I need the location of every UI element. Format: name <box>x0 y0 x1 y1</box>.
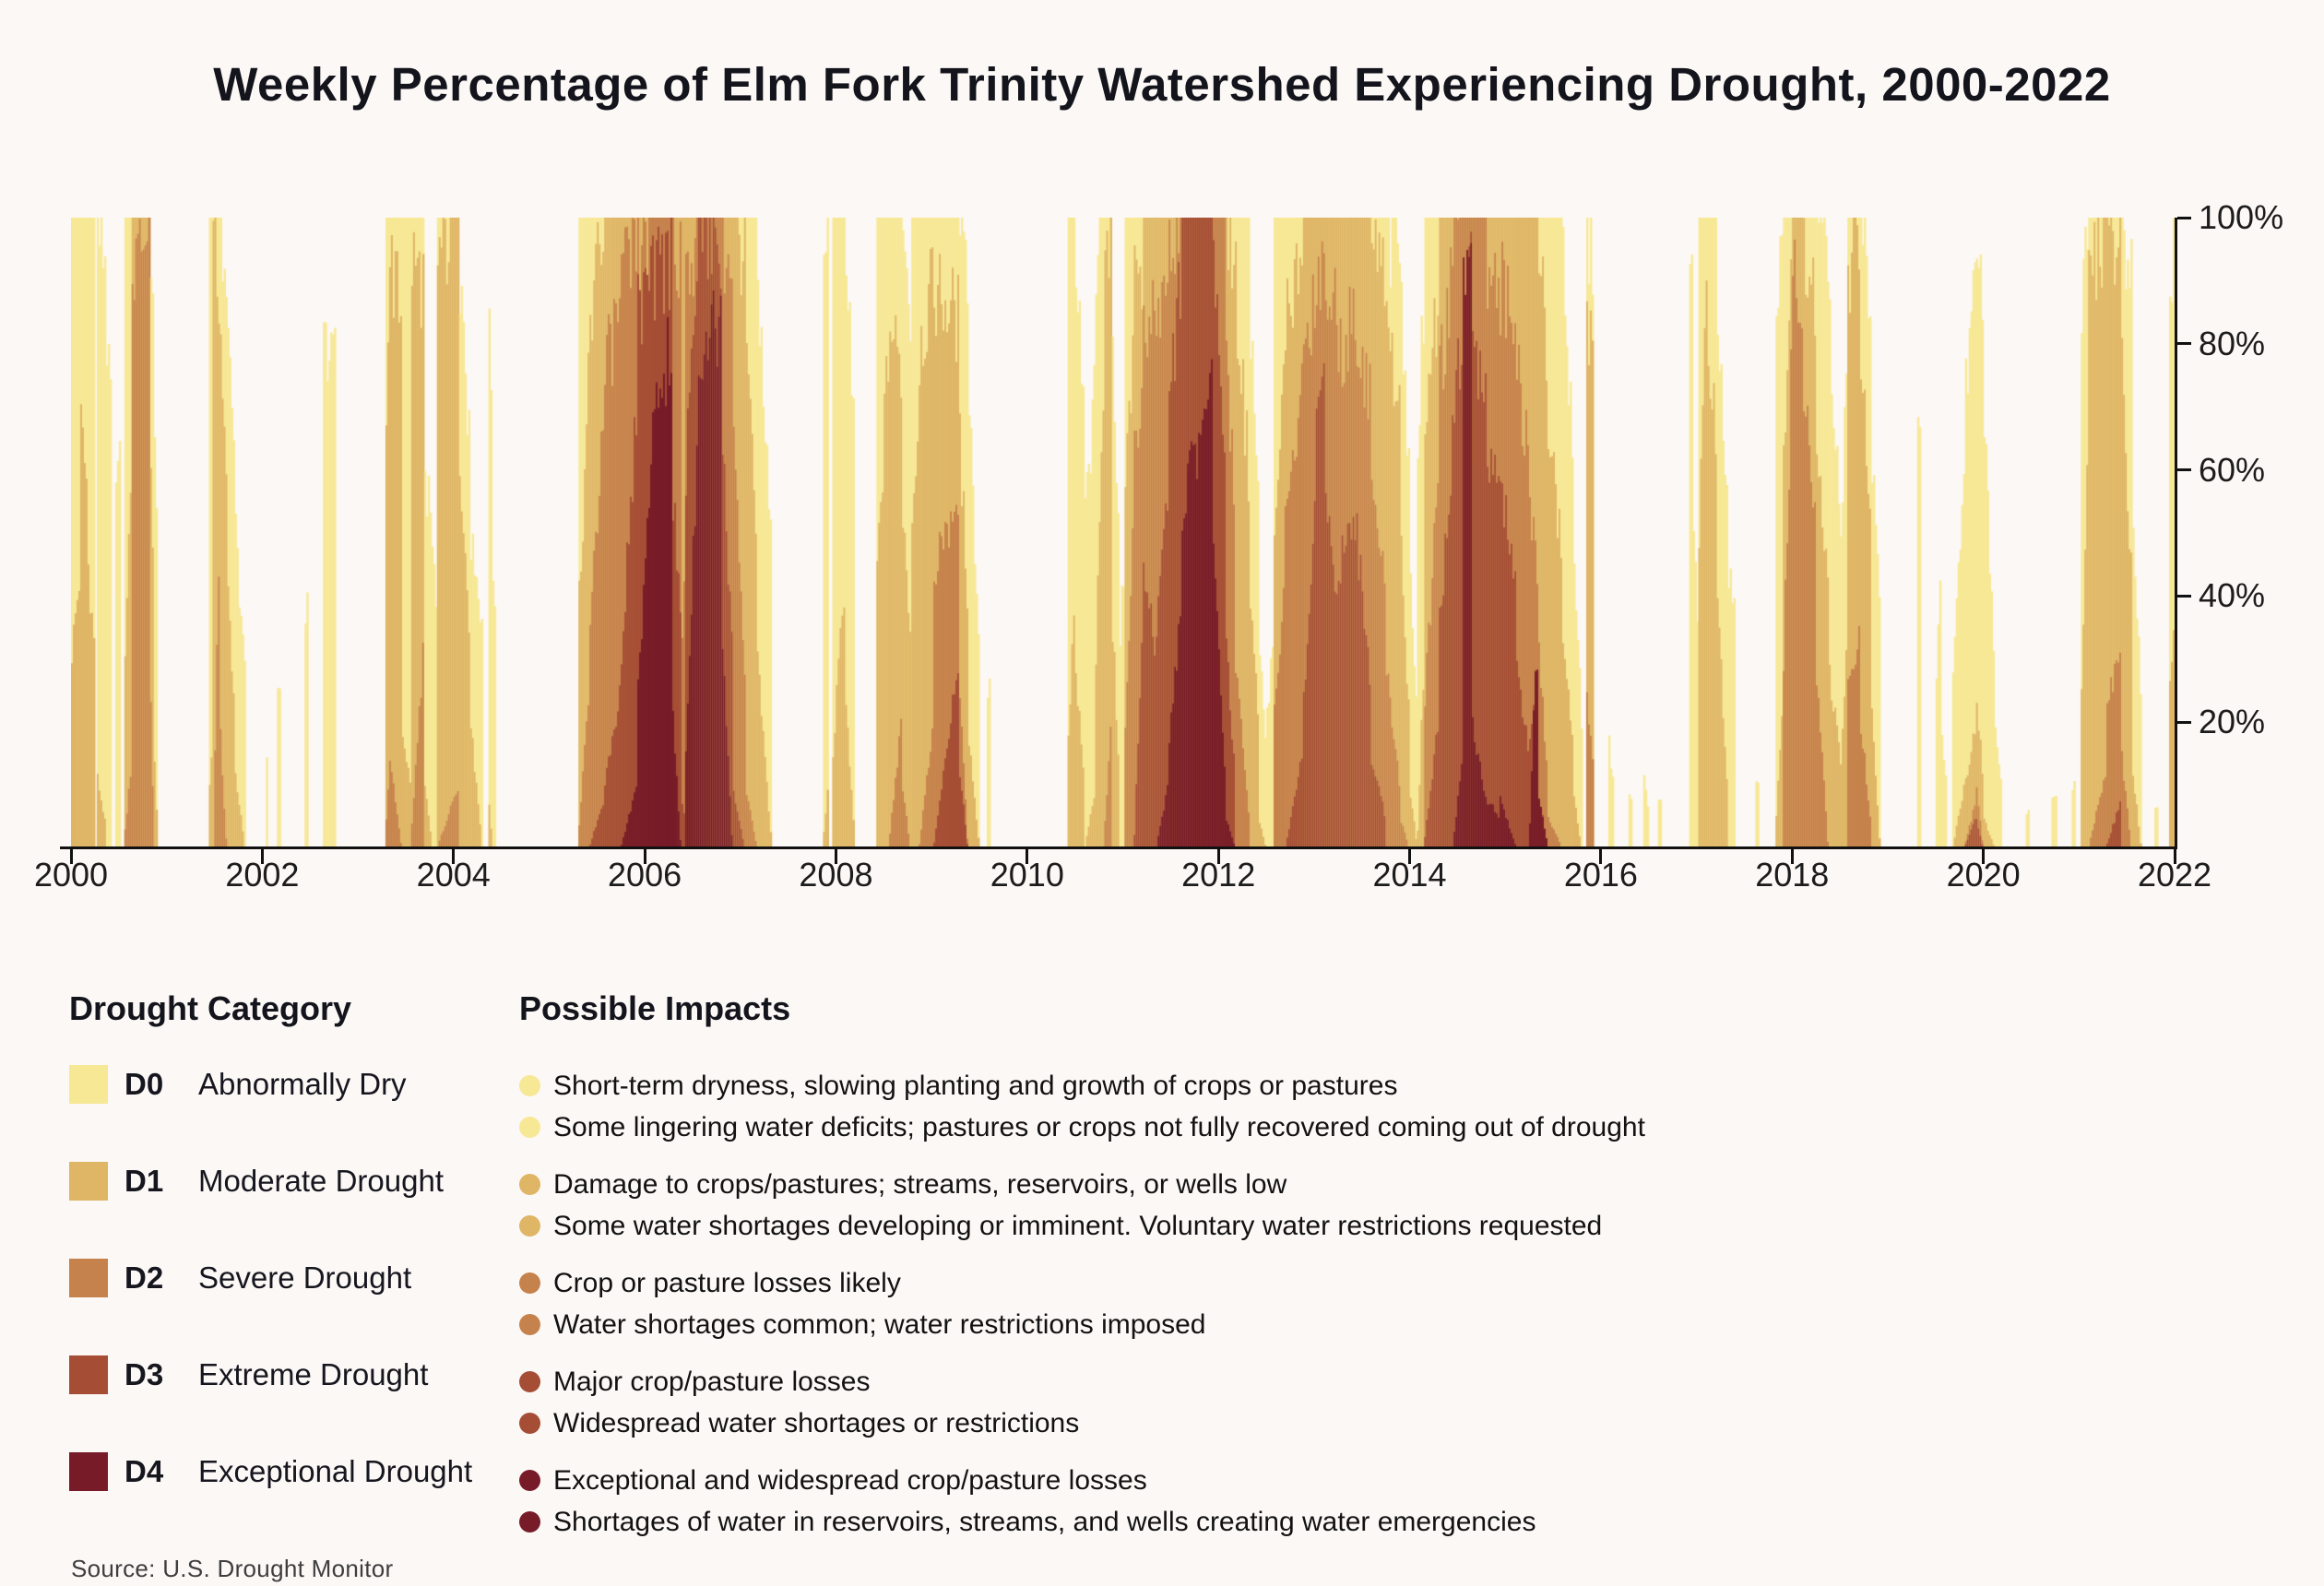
legend-code: D4 <box>125 1454 164 1488</box>
y-tick-label: 60% <box>2199 450 2266 489</box>
x-tick-label: 2004 <box>416 856 491 894</box>
legend-item-d0 <box>69 1065 493 1104</box>
x-tick-label: 2016 <box>1563 856 1638 894</box>
x-tick-label: 2020 <box>1946 856 2021 894</box>
legend-code: D0 <box>125 1067 164 1101</box>
legend-swatch-d0 <box>69 1065 108 1104</box>
impact-text: Water shortages common; water restrictions imposed <box>553 1308 1206 1340</box>
x-tick-label: 2010 <box>990 856 1064 894</box>
legend-item-d2 <box>69 1259 493 1297</box>
drought-category-legend <box>69 989 493 1549</box>
legend-code: D1 <box>125 1164 164 1198</box>
impact-line <box>519 1065 2087 1107</box>
impact-bullet-icon <box>519 1511 540 1533</box>
impact-line <box>519 1107 2087 1148</box>
impact-bullet-icon <box>519 1215 540 1237</box>
y-tick <box>2177 342 2191 345</box>
impact-line <box>519 1460 2087 1501</box>
legend-code: D2 <box>125 1261 164 1295</box>
legend-code: D3 <box>125 1357 164 1391</box>
impact-text: Major crop/pasture losses <box>553 1366 871 1397</box>
impact-line <box>519 1205 2087 1247</box>
plot-area <box>71 218 2175 848</box>
y-tick-label: 40% <box>2199 576 2266 615</box>
impact-group-d0 <box>519 1065 2087 1148</box>
y-tick-label: 20% <box>2199 703 2266 741</box>
legend-heading: Drought Category <box>69 989 351 1027</box>
x-tick-label: 2014 <box>1372 856 1447 894</box>
legend-swatch-d1 <box>69 1162 108 1201</box>
x-tick-label: 2002 <box>225 856 300 894</box>
y-tick <box>2177 217 2191 219</box>
legend-item-d1 <box>69 1162 493 1201</box>
impact-bullet-icon <box>519 1413 540 1434</box>
impact-bullet-icon <box>519 1470 540 1491</box>
source-note: Source: U.S. Drought Monitor <box>71 1555 394 1582</box>
y-tick <box>2177 468 2191 471</box>
impact-group-d3 <box>519 1361 2087 1444</box>
impact-line <box>519 1262 2087 1304</box>
legend-label: Extreme Drought <box>198 1357 429 1391</box>
y-tick <box>2177 721 2191 724</box>
legend-item-d4 <box>69 1452 493 1491</box>
legend-rows <box>69 1065 493 1491</box>
legend-label: Severe Drought <box>198 1261 412 1295</box>
impact-text: Exceptional and widespread crop/pasture losses <box>553 1464 1147 1496</box>
x-tick-label: 2012 <box>1181 856 1256 894</box>
legend-label: Moderate Drought <box>198 1164 444 1198</box>
impact-text: Widespread water shortages or restrictions <box>553 1407 1080 1438</box>
impact-text: Crop or pasture losses likely <box>553 1267 901 1298</box>
impact-bullet-icon <box>519 1174 540 1195</box>
impact-text: Short-term dryness, slowing planting and growth of crops or pastures <box>553 1070 1398 1101</box>
legend-label: Exceptional Drought <box>198 1454 473 1488</box>
legend-swatch-d2 <box>69 1259 108 1297</box>
y-tick-label: 80% <box>2199 324 2266 362</box>
impact-line <box>519 1361 2087 1403</box>
y-axis-line <box>2175 218 2177 849</box>
impacts-heading: Possible Impacts <box>519 989 791 1027</box>
chart-title: Weekly Percentage of Elm Fork Trinity Watershed Experiencing Drought, 2000-2022 <box>213 58 2111 111</box>
impact-line <box>519 1164 2087 1205</box>
legend-swatch-d3 <box>69 1355 108 1394</box>
x-axis-line <box>60 846 2177 849</box>
impact-line <box>519 1501 2087 1543</box>
impact-text: Shortages of water in reservoirs, streams, and wells creating water emergencies <box>553 1506 1536 1537</box>
x-tick-label: 2000 <box>33 856 109 894</box>
impact-bullet-icon <box>519 1075 540 1096</box>
impact-line <box>519 1403 2087 1444</box>
x-tick-label: 2022 <box>2137 856 2212 894</box>
x-tick-label: 2008 <box>799 856 873 894</box>
impact-groups <box>519 1065 2087 1543</box>
legend-label: Abnormally Dry <box>198 1067 407 1101</box>
impact-line <box>519 1304 2087 1345</box>
impact-bullet-icon <box>519 1272 540 1294</box>
impact-group-d2 <box>519 1262 2087 1345</box>
impact-text: Damage to crops/pastures; streams, reservoirs, or wells low <box>553 1168 1287 1200</box>
legend-item-d3 <box>69 1355 493 1394</box>
impact-group-d1 <box>519 1164 2087 1247</box>
x-tick-label: 2006 <box>608 856 682 894</box>
impact-text: Some lingering water deficits; pastures or crops not fully recovered coming out of drought <box>553 1111 1645 1142</box>
drought-area-chart <box>71 218 2175 848</box>
possible-impacts-legend <box>519 989 2087 1558</box>
legend-swatch-d4 <box>69 1452 108 1491</box>
impact-group-d4 <box>519 1460 2087 1543</box>
y-tick-label: 100% <box>2199 198 2284 236</box>
impact-bullet-icon <box>519 1314 540 1335</box>
x-tick-label: 2018 <box>1755 856 1830 894</box>
impact-bullet-icon <box>519 1117 540 1138</box>
y-tick <box>2177 595 2191 598</box>
impact-text: Some water shortages developing or imminent. Voluntary water restrictions requested <box>553 1210 1603 1241</box>
impact-bullet-icon <box>519 1371 540 1392</box>
